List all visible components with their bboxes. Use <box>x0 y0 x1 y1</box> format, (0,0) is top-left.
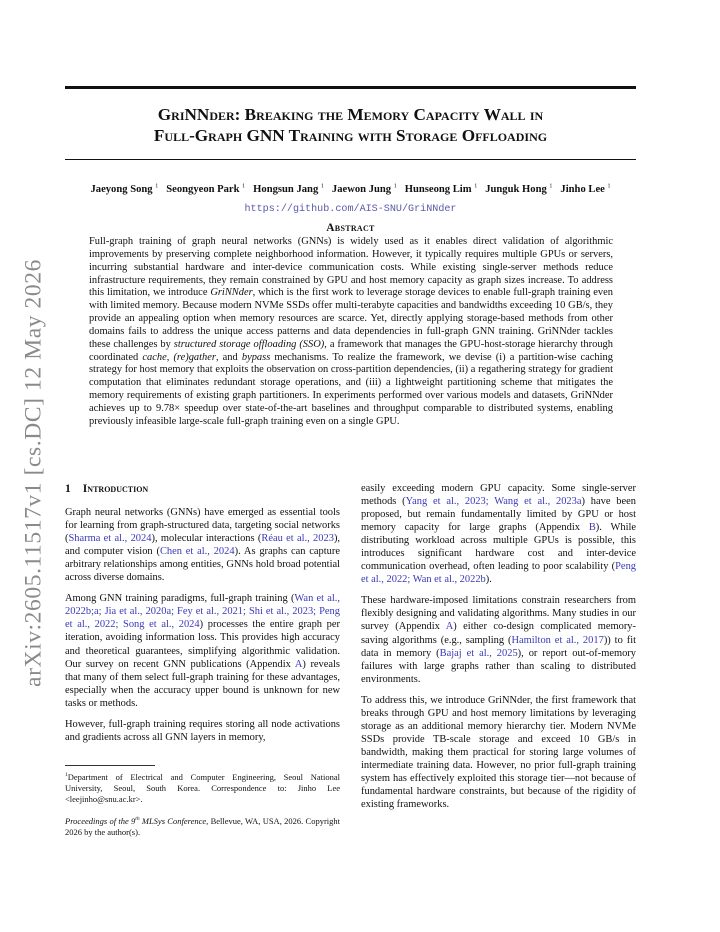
author-name-text: Jaeyong Song <box>90 183 153 195</box>
paragraph-text: ), molecular interactions ( <box>151 533 262 545</box>
paper-title <box>65 104 636 146</box>
author-name-text: Hunseong Lim <box>404 183 472 195</box>
author-affiliation-mark: 1 <box>155 183 159 189</box>
proceedings-conference: MLSys Conference <box>139 815 207 826</box>
paragraph-text: ) have been proposed, but remain fundamentally limited by GPU or host memory capacity for large graphs (Appendix <box>361 496 636 534</box>
paragraph-text: ). <box>485 574 492 586</box>
author-affiliation-mark: 1 <box>242 183 246 189</box>
intro-paragraph-1 <box>65 506 340 584</box>
author-name <box>90 184 158 195</box>
author-affiliation-mark: 1 <box>607 183 611 189</box>
intro-paragraph-3 <box>65 718 340 744</box>
abstract-body <box>89 236 613 429</box>
citation-link[interactable]: Bajaj et al., 2025 <box>439 647 518 659</box>
abstract-text-4: mechanisms. To realize the framework, we devise (i) a partition-wise caching strategy for host memory that exploits the observation on cross-partition dependencies, (ii) a regathering strategy for gradient computation that eliminates redundant storage operations, and (iii) a lightweight partitioning scheme that mitigates the memory requirements of existing graph partitioners. In experiments performed over various models and datasets, GriNNder achieves up to 9.78× speedup over state-of-the-art baselines and throughput comparable to distributed systems, enabling previously infeasible large-scale full-graph training even on a single GPU. <box>89 351 613 427</box>
proceedings-note <box>65 814 340 838</box>
arxiv-side-stamp <box>6 258 62 688</box>
citation-link[interactable]: A <box>294 658 303 670</box>
proceedings-suffix: , Bellevue, WA, USA, 2026. Copyright 2026 by the author(s). <box>65 815 340 837</box>
footnote-rule <box>65 765 155 766</box>
intro-paragraph-4 <box>361 482 636 586</box>
abstract-heading: Abstract <box>326 222 375 234</box>
abstract-em-bypass: bypass <box>241 351 271 363</box>
abstract-text-3: , a framework that manages the GPU-host-storage hierarchy through coordinated <box>89 338 613 363</box>
author-name-text: Seongyeon Park <box>166 183 240 195</box>
author-name <box>405 184 477 195</box>
author-affiliation-mark: 1 <box>393 183 397 189</box>
author-list <box>65 183 636 195</box>
arxiv-identifier: arXiv:2605.11517v1 [cs.DC] 12 May 2026 <box>20 259 47 687</box>
author-name <box>253 184 324 195</box>
paragraph-text: Among GNN training paradigms, full-graph training ( <box>65 593 295 605</box>
author-name <box>560 184 610 195</box>
intro-paragraph-2 <box>65 592 340 709</box>
paragraph-text: ) either co-design complicated memory-saving algorithms (e.g., sampling ( <box>361 621 636 646</box>
author-name <box>485 184 552 195</box>
paragraph-text: ), and computer vision ( <box>65 533 341 558</box>
intro-paragraph-5 <box>361 594 636 685</box>
author-name-text: Jaewon Jung <box>331 183 392 195</box>
title-bottom-rule <box>65 159 636 160</box>
citation-link[interactable]: Wan et al., 2022b;a; Jia et al., 2020a; Fey et al., 2021; Shi et al., 2023; Peng et al., 2022; Song et al., 2024 <box>65 593 340 631</box>
paragraph-text: Graph neural networks (GNNs) have emerged as essential tools for learning from graph-structured data, targeting social networks ( <box>65 507 340 545</box>
author-affiliation-mark: 1 <box>320 183 324 189</box>
abstract-text-2: , which is the first work to leverage storage devices to enable full-graph training even with limited memory. Because modern NVMe SSDs offer multi-terabyte capacities and bandwidths exceeding 10 GB/s, they provide an appealing option when memory resources are scarce. Yet, directly applying storage-based methods from other domains fails to address the unique access patterns and data dependencies in full-graph GNN training. GriNNder tackles these challenges by <box>89 287 614 350</box>
abstract-em-regather: (re)gather <box>173 351 216 363</box>
title-line-2: Full-Graph GNN Training with Storage Offloading <box>153 126 548 145</box>
citation-link[interactable]: Yang et al., 2023; Wang et al., 2023a <box>405 496 582 508</box>
proceedings-ordinal: th <box>135 816 140 822</box>
abstract-em-system: GriNNder <box>210 287 253 299</box>
citation-link[interactable]: A <box>445 621 454 633</box>
right-column <box>361 482 636 819</box>
paragraph-text: easily exceeding modern GPU capacity. Some single-server methods ( <box>361 483 636 508</box>
left-column <box>65 482 340 752</box>
citation-link[interactable]: Réau et al., 2023 <box>261 533 334 545</box>
author-name <box>332 184 397 195</box>
citation-link[interactable]: B <box>588 522 596 534</box>
abstract-sep-2: , and <box>215 351 242 363</box>
intro-paragraph-6 <box>361 694 636 811</box>
citation-link[interactable]: Chen et al., 2024 <box>159 546 235 558</box>
section-number: 1 <box>65 482 71 495</box>
author-affiliation-mark: 1 <box>549 183 553 189</box>
abstract-text-1: Full-graph training of graph neural networks (GNNs) is widely used as it enables direct validation of algorithmic improvements by preserving complete neighborhood information. However, it typically requires multiple GPUs or servers, incurring substantial hardware and inter-device communication costs. While existing single-server methods reduce infrastructure requirements, they remain constrained by GPU and host memory capacity as graph sizes increase. To address this limitation, we introduce <box>89 236 613 299</box>
paragraph-text: However, full-graph training requires storing all node activations and gradients across all GNN layers in memory, <box>65 718 340 743</box>
author-affiliation-mark: 1 <box>474 183 478 189</box>
paragraph-text: ), or report out-of-memory failures with large graphs rather than scaling to distributed environments. <box>361 647 636 685</box>
author-name-text: Junguk Hong <box>485 183 547 195</box>
author-name <box>166 184 245 195</box>
title-top-rule <box>65 86 636 89</box>
paragraph-text: To address this, we introduce GriNNder, the first framework that breaks through GPU and host memory limitations by leveraging storage as an additional memory hierarchy tier. Modern NVMe SSDs provide TB-scale storage and exceed 10 GB/s in bandwidth, making them practical for storing large volumes of intermediate training data. However, no prior full-graph training system has effectively exploited this storage tier—not because of fundamental hardware constraints, but because of the rigidity of existing frameworks. <box>361 694 636 811</box>
paragraph-text: ). While distributing workload across multiple GPUs is possible, this introduces significant hardware cost and inter-device communication overhead, often leading to poor scalability ( <box>361 522 637 573</box>
citation-link[interactable]: Peng et al., 2022; Wan et al., 2022b <box>361 561 636 586</box>
section-heading-introduction <box>65 482 340 495</box>
abstract-em-sso: structured storage offloading (SSO) <box>173 338 325 350</box>
author-name-text: Hongsun Jang <box>253 183 319 195</box>
abstract-em-cache: cache <box>142 351 167 363</box>
proceedings-prefix: Proceedings of the 9 <box>65 815 136 826</box>
affiliation-footnote <box>65 770 340 805</box>
paragraph-text: ) reveals that many of them select full-graph training for these advantages, especially when the accuracy upper bound is unknown for new tasks or methods. <box>65 658 340 709</box>
paragraph-text: )) to fit data in memory ( <box>361 634 636 659</box>
paragraph-text: ). As graphs can capture arbitrary relationships among entities, GNNs hold broad potential across diverse domains. <box>65 546 340 584</box>
abstract-sep-1: , <box>166 351 174 363</box>
section-title: Introduction <box>82 482 149 495</box>
citation-link[interactable]: Hamilton et al., 2017 <box>511 634 604 646</box>
footnote-text: Department of Electrical and Computer Engineering, Seoul National University, Seoul, South Korea. Correspondence to: Jinho Lee <leejinho@snu.ac.kr>. <box>65 771 340 805</box>
citation-link[interactable]: Sharma et al., 2024 <box>68 533 152 545</box>
author-name-text: Jinho Lee <box>560 183 605 195</box>
footnote-mark: 1 <box>65 772 68 778</box>
paragraph-text: ) processes the entire graph per iteration, avoiding information loss. This provides high accuracy and theoretical guarantees, simplifying algorithmic validation. Our survey on recent GNN publications (Appendix <box>65 619 340 670</box>
paragraph-text: These hardware-imposed limitations constrain researchers from flexibly designing and validating algorithms. Many studies in our survey (Appendix <box>361 595 636 633</box>
repository-link[interactable]: https://github.com/AIS-SNU/GriNNder <box>244 204 457 215</box>
title-line-1: GriNNder: Breaking the Memory Capacity Wall in <box>157 105 544 124</box>
